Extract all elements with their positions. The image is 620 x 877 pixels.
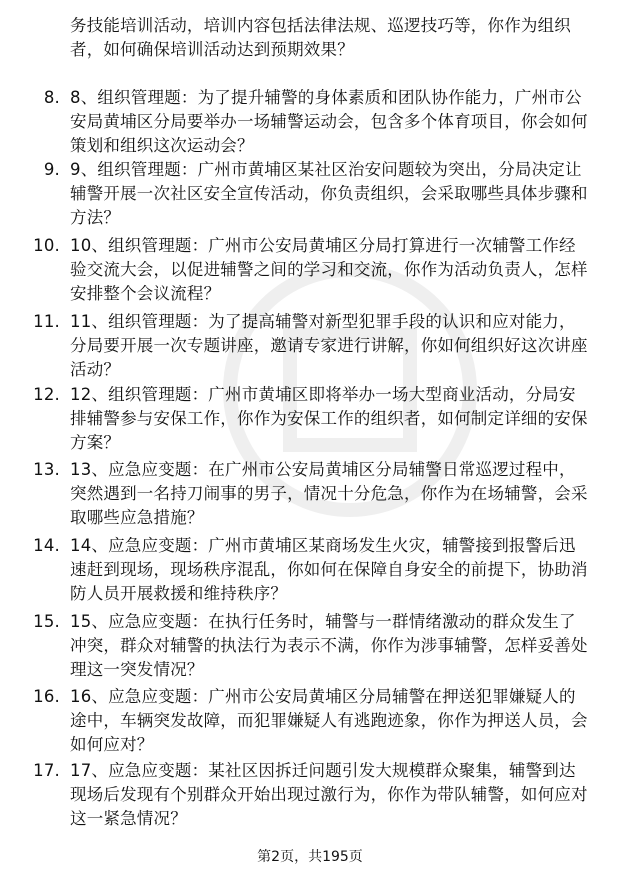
question-text: 13、应急应变题：在广州市公安局黄埔区分局辅警日常巡逻过程中，突然遇到一名持刀闹事的男子，情况十分危急，你作为在场辅警，会采取哪些应急措施？ <box>70 460 588 527</box>
question-number: 17. <box>33 761 60 780</box>
question-text: 12、组织管理题：广州市黄埔区即将举办一场大型商业活动，分局安排辅警参与安保工作，你作为安保工作的组织者，如何制定详细的安保方案？ <box>70 385 588 452</box>
question-number: 14. <box>33 536 60 555</box>
question-text: 16、应急应变题：广州市公安局黄埔区分局辅警在押送犯罪嫌疑人的途中，车辆突发故障，而犯罪嫌疑人有逃跑迹象，你作为押送人员，会如何应对？ <box>70 687 588 754</box>
question-text: 9、组织管理题：广州市黄埔区某社区治安问题较为突出，分局决定让辅警开展一次社区安全宣传活动，你负责组织，会采取哪些具体步骤和方法？ <box>70 160 588 227</box>
continuation-text: 务技能培训活动，培训内容包括法律法规、巡逻技巧等，你作为组织者，如何确保培训活动达到预期效果？ <box>70 16 571 59</box>
question-text: 11、组织管理题：为了提高辅警对新型犯罪手段的认识和应对能力，分局要开展一次专题讲座，邀请专家进行讲解，你如何组织好这次讲座活动？ <box>70 312 588 379</box>
question-number: 9. <box>43 160 60 179</box>
question-text: 15、应急应变题：在执行任务时，辅警与一群情绪激动的群众发生了冲突，群众对辅警的执法行为表示不满，你作为涉事辅警，怎样妥善处理这一突发情况？ <box>70 612 588 679</box>
question-text: 17、应急应变题：某社区因拆迁问题引发大规模群众聚集，辅警到达现场后发现有个别群众开始出现过激行为，你作为带队辅警，如何应对这一紧急情况？ <box>70 761 588 828</box>
page-footer: 第2页，共195页 <box>257 849 363 865</box>
question-text: 10、组织管理题：广州市公安局黄埔区分局打算进行一次辅警工作经验交流大会，以促进辅警之间的学习和交流，你作为活动负责人，怎样安排整个会议流程？ <box>70 236 588 303</box>
question-number: 10. <box>33 236 60 255</box>
question-number: 12. <box>33 385 60 404</box>
question-number: 16. <box>33 687 60 706</box>
question-number: 11. <box>33 312 60 331</box>
question-number: 8. <box>43 88 60 107</box>
question-text: 14、应急应变题：广州市黄埔区某商场发生火灾，辅警接到报警后迅速赶到现场，现场秩序混乱，你如何在保障自身安全的前提下，协助消防人员开展救援和维持秩序？ <box>70 536 588 603</box>
question-number: 15. <box>33 612 60 631</box>
question-text: 8、组织管理题：为了提升辅警的身体素质和团队协作能力，广州市公安局黄埔区分局要举办一场辅警运动会，包含多个体育项目，你会如何策划和组织这次运动会？ <box>70 88 588 155</box>
question-number: 13. <box>33 460 60 479</box>
